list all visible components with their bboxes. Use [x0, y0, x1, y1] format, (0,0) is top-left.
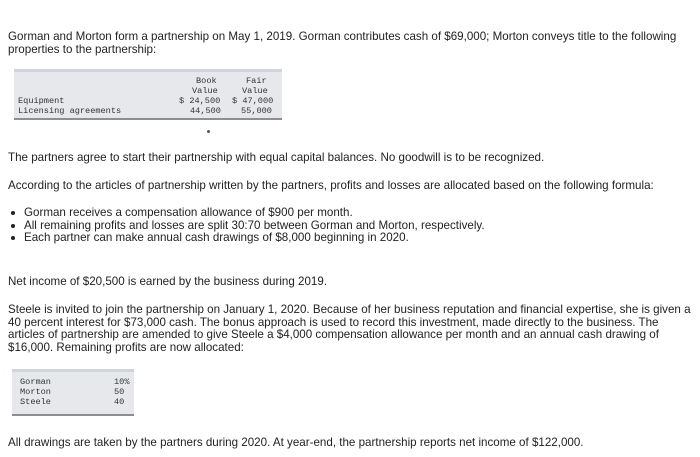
final-paragraph: All drawings are taken by the partners during 2020. At year-end, the partnership reports net income of $122,000.	[8, 436, 584, 449]
equipment-book-value: $ 24,500	[179, 96, 221, 106]
articles-paragraph: According to the articles of partnership written by the partners, profits and losses are allocated based on the following formula:	[8, 179, 654, 192]
partner-name-morton: Morton	[20, 387, 51, 397]
bullet-icon	[11, 236, 15, 240]
morton-share: 50	[114, 387, 125, 397]
list-item: Gorman receives a compensation allowance of $900 per month.	[8, 207, 485, 220]
allocation-bullet-list	[8, 207, 485, 245]
bullet-icon	[11, 211, 15, 215]
steele-paragraph: Steele is invited to join the partnership on January 1, 2020. Because of her business reputation and financial expertise, she is given a 40 percent interest for $73,000 cash. The bonus approach is used to record this investment, made directly to the business. The articles of partnership are amended to give Steele a $4,000 compensation allowance per month and an annual cash drawing of $16,000. Remaining profits are now allocated:	[8, 303, 691, 354]
licensing-book-value: 44,500	[190, 106, 221, 116]
net-income-paragraph: Net income of $20,500 is earned by the business during 2019.	[8, 275, 328, 288]
intro-paragraph: Gorman and Morton form a partnership on May 1, 2019. Gorman contributes cash of $69,000; Morton conveys title to the following properties to the partnership:	[8, 30, 677, 56]
book-value-header-line2: Value	[192, 86, 218, 96]
fair-value-header-line1: Fair	[246, 76, 267, 86]
equal-capital-paragraph: The partners agree to start their partnership with equal capital balances. No goodwill is to be recognized.	[8, 151, 545, 164]
list-item: All remaining profits and losses are split 30:70 between Gorman and Morton, respectively.	[8, 220, 485, 233]
row-label-licensing: Licensing agreements	[18, 106, 122, 116]
separator-dot	[207, 130, 210, 133]
licensing-fair-value: 55,000	[241, 106, 272, 116]
row-label-equipment: Equipment	[18, 96, 65, 106]
partner-name-steele: Steele	[20, 397, 51, 407]
table-top-bar	[12, 369, 134, 372]
gorman-share: 10%	[114, 377, 130, 387]
book-value-header-line1: Book	[196, 76, 217, 86]
bullet-icon	[11, 224, 15, 228]
equipment-fair-value: $ 47,000	[232, 96, 274, 106]
profit-allocation-table	[12, 369, 134, 415]
fair-value-header-line2: Value	[242, 86, 268, 96]
steele-share: 40	[114, 397, 125, 407]
table-bottom-rule	[14, 118, 282, 120]
list-item: Each partner can make annual cash drawings of $8,000 beginning in 2020.	[8, 232, 485, 245]
table-top-bar	[14, 69, 282, 72]
table-bottom-rule	[12, 414, 134, 416]
properties-table	[14, 69, 282, 119]
partner-name-gorman: Gorman	[20, 377, 51, 387]
